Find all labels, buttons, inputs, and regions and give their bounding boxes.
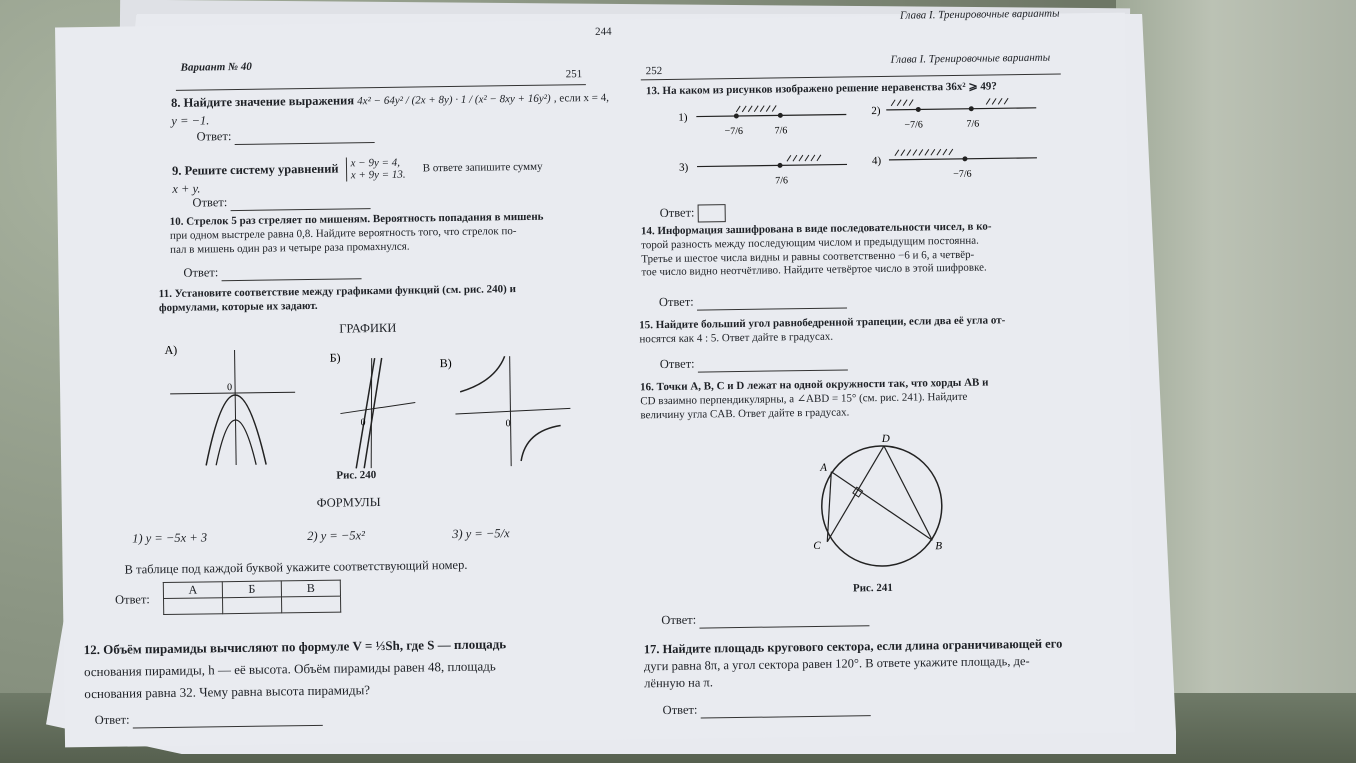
q16-line3: величину угла CAB. Ответ дайте в градусах. xyxy=(640,405,850,421)
q11-line1: 11. Установите соответствие между графиками функций (см. рис. 240) и xyxy=(158,283,516,301)
q13-option1-label: 1) xyxy=(678,111,688,124)
q9-note: В ответе запишите сумму xyxy=(422,160,543,175)
left-header-rule xyxy=(176,84,586,91)
q13-line3-point xyxy=(777,163,782,168)
q14-answer-label: Ответ: xyxy=(658,294,694,310)
q13-option4-label: 4) xyxy=(871,154,882,168)
graph-b-label: Б) xyxy=(329,350,341,365)
q11-answer-cell-b[interactable] xyxy=(223,597,282,614)
q11-table-note: В таблице под каждой буквой укажите соответствующий номер. xyxy=(124,557,468,577)
q9-text: 9. Решите систему уравнений xyxy=(171,161,339,178)
q13-line2-pos: 7/6 xyxy=(966,118,980,130)
q13-line4-neg: −7/6 xyxy=(953,168,972,180)
q10-line3: пал в мишень один раз и четыре раза промахнулся. xyxy=(170,240,410,256)
q9-block xyxy=(172,155,543,184)
q17-line1: 17. Найдите площадь кругового сектора, если длина ограничивающей его xyxy=(643,636,1063,657)
q17-block xyxy=(644,635,1125,692)
q11-answer-cell-a[interactable] xyxy=(164,598,223,615)
q17-line2: дуги равна 8π, а угол сектора равен 120°. В ответе укажите площадь, де- xyxy=(643,653,1030,674)
graph-b-x-axis xyxy=(340,403,415,414)
q12-line3: основания равна 32. Чему равна высота пирамиды? xyxy=(84,682,371,702)
formulas-title: ФОРМУЛЫ xyxy=(316,495,381,510)
chapter-top: Глава I. Тренировочные варианты xyxy=(899,7,1060,22)
point-b: B xyxy=(935,540,943,553)
graph-v-label: В) xyxy=(439,355,452,371)
q9-answer-label: Ответ: xyxy=(192,195,228,210)
right-header-rule xyxy=(641,73,1061,80)
q17-line3: лённую на π. xyxy=(644,675,714,691)
q13-answer xyxy=(660,204,726,223)
q13-option3-label: 3) xyxy=(678,161,689,174)
q10-line1: 10. Стрелок 5 раз стреляет по мишеням. Вероятность попадания в мишень xyxy=(169,210,544,228)
q9-eq1: x − 9y = 4, xyxy=(350,156,401,170)
q9-eq2: x + 9y = 13. xyxy=(350,168,406,182)
right-chapter: Глава I. Тренировочные варианты xyxy=(890,51,1051,66)
q11-answer-table xyxy=(163,580,341,615)
q15-answer-label: Ответ: xyxy=(659,356,695,372)
left-page-number: 251 xyxy=(565,68,583,81)
q8-answer-label: Ответ: xyxy=(196,129,232,144)
q13-line1-neg: −7/6 xyxy=(724,125,744,138)
q13-line2-point-b xyxy=(969,106,974,111)
variant-title: Вариант № 40 xyxy=(180,60,252,74)
q13-line1-point-b xyxy=(778,113,783,118)
q10-line2: при одном выстреле равна 0,8. Найдите вероятность того, что стрелок по- xyxy=(169,224,517,242)
fig-241-caption: Рис. 241 xyxy=(852,581,893,595)
q11-col-b: Б xyxy=(222,581,281,598)
q13-line1-hatch xyxy=(736,105,776,112)
fig-240-caption: Рис. 240 xyxy=(336,469,377,482)
q10-answer xyxy=(183,263,361,281)
q14-line2: торой разность между последующим числом и предыдущим постоянна. xyxy=(641,234,979,252)
q12-line1: 12. Объём пирамиды вычисляют по формуле V = ⅓Sh, где S — площадь xyxy=(83,636,507,658)
q13-number-lines xyxy=(676,94,1057,199)
q16-block xyxy=(640,375,1101,423)
q13-answer-label: Ответ: xyxy=(659,205,695,220)
graph-v-branch2 xyxy=(521,425,561,461)
q13-line1 xyxy=(696,114,846,116)
formula-1: 1) y = −5x + 3 xyxy=(132,530,208,546)
point-a: A xyxy=(820,461,828,474)
q15-line1: 15. Найдите больший угол равнобедренной трапеции, если два её угла от- xyxy=(639,314,1006,332)
q9-answer xyxy=(192,193,370,211)
q8-answer-field[interactable] xyxy=(234,130,374,145)
q11-answer-cell-v[interactable] xyxy=(281,596,340,613)
q9-answer-field[interactable] xyxy=(230,196,370,211)
q11-answer-label: Ответ: xyxy=(114,592,150,607)
q15-answer xyxy=(660,354,848,372)
q12-answer-field[interactable] xyxy=(133,712,323,728)
q12-answer xyxy=(95,710,323,729)
q12-answer-label: Ответ: xyxy=(94,712,130,728)
figure-240-graphs xyxy=(159,330,601,476)
q8-answer xyxy=(196,127,374,145)
q17-answer-label: Ответ: xyxy=(662,702,698,718)
q17-answer xyxy=(663,700,871,719)
q13-line2-hatch xyxy=(891,98,1008,106)
q12-line2: основания пирамиды, h — её высота. Объём пирамиды равен 48, площадь xyxy=(83,658,496,680)
graphs-title: ГРАФИКИ xyxy=(339,320,397,336)
q14-line3: Третье и шестое числа видны и равны соответственно −6 и 6, а четвёр- xyxy=(641,248,975,265)
q16-line2: CD взаимно перпендикулярны, а ∠ABD = 15° (см. рис. 241). Найдите xyxy=(640,390,968,408)
graph-a-x-axis xyxy=(170,392,295,394)
q10-answer-label: Ответ: xyxy=(183,265,219,280)
q13-line2-point-a xyxy=(916,107,921,112)
q8-text: 8. Найдите значение выражения xyxy=(170,93,355,110)
q14-answer-field[interactable] xyxy=(697,295,847,310)
figure-241-circle xyxy=(806,425,958,577)
formula-2: 2) y = −5x² xyxy=(307,528,366,544)
page-center-number: 244 xyxy=(595,25,612,38)
q16-answer-field[interactable] xyxy=(699,613,869,628)
graph-v-x-axis xyxy=(455,408,570,414)
q11-col-v: В xyxy=(281,580,340,597)
q10-block xyxy=(170,210,611,257)
q15-block xyxy=(639,313,1099,347)
q13-line3 xyxy=(697,164,847,166)
q11-line2: формулами, которые их задают. xyxy=(158,299,318,314)
graph-a-label: А) xyxy=(164,342,178,358)
q14-answer xyxy=(659,292,847,310)
q14-block xyxy=(641,219,1102,280)
q8-condition2: y = −1. xyxy=(171,113,210,128)
q16-line1: 16. Точки A, B, C и D лежат на одной окружности так, что хорды AB и xyxy=(640,376,989,394)
q13-line3-pos: 7/6 xyxy=(775,175,789,187)
q13-line4-hatch xyxy=(895,149,953,156)
chord-ab xyxy=(831,470,932,541)
q11-block xyxy=(159,282,609,316)
q17-answer-field[interactable] xyxy=(700,703,870,718)
q10-answer-field[interactable] xyxy=(221,266,361,281)
q15-line2: носятся как 4 : 5. Ответ дайте в градусах. xyxy=(639,330,834,346)
q9-note2: x + y. xyxy=(172,181,201,196)
point-d: D xyxy=(881,432,890,446)
q13-line1-pos: 7/6 xyxy=(774,125,788,137)
q13-line4-point xyxy=(962,156,967,161)
q16-answer xyxy=(661,610,869,629)
q16-answer-label: Ответ: xyxy=(661,612,697,628)
graph-v-branch1 xyxy=(460,356,505,392)
right-page-number: 252 xyxy=(645,65,663,78)
q11-col-a: А xyxy=(163,582,222,599)
q13-line3-hatch xyxy=(787,155,821,161)
q13-text: 13. На каком из рисунков изображено решение неравенства 36x² ⩾ 49? xyxy=(645,80,997,98)
q14-line4: тое число видно неотчётливо. Найдите четвёртое число в этой шифровке. xyxy=(641,261,987,279)
point-c: C xyxy=(813,539,821,552)
q13-option2-label: 2) xyxy=(871,104,881,118)
q14-line1: 14. Информация зашифрована в виде последовательности чисел, в ко- xyxy=(640,220,992,238)
q15-answer-field[interactable] xyxy=(698,357,848,372)
formula-3: 3) y = −5/x xyxy=(452,526,510,542)
graph-a-origin: 0 xyxy=(226,382,233,394)
q13-answer-box[interactable] xyxy=(697,204,725,222)
q8-block xyxy=(171,90,609,112)
q8-condition: , если x = 4, xyxy=(553,91,609,105)
chord-cd xyxy=(826,446,885,542)
q12-block xyxy=(84,632,605,706)
graph-v-origin: 0 xyxy=(505,418,511,430)
graph-b-origin: 0 xyxy=(360,417,366,429)
graph-a-y-axis xyxy=(235,350,237,465)
q13-line2 xyxy=(886,108,1036,110)
q8-expression: 4x² − 64y² / (2x + 8y) · 1 / (x² − 8xy + 16y²) xyxy=(357,92,551,108)
q13-line2-neg: −7/6 xyxy=(904,119,923,131)
chord-bd xyxy=(884,445,932,541)
open-book-page xyxy=(55,7,1135,748)
q13-line1-point-a xyxy=(734,113,739,118)
